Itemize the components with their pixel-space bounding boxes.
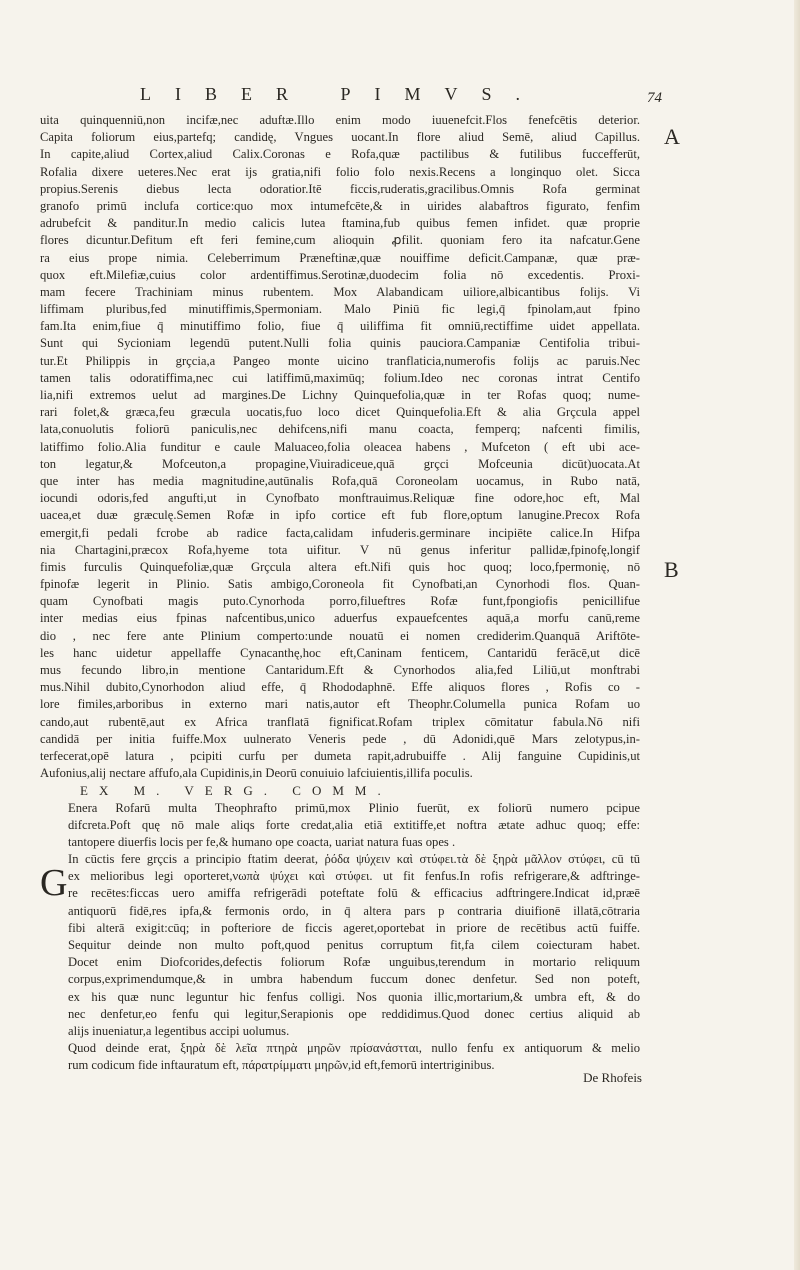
commentary-line: Quod deinde erat, ξηρὰ δὲ λεῖα πτηρὰ μηρῶν πρίσανάστται, nullo fenfu ex antiquorum & melio [68,1041,640,1056]
text-line: lata,conuolutis foliorū paniculis,nec dehifcens,nifi manu coacta, femperq; nafcenti fimilis, [40,422,640,437]
commentary-line: tantopere diuerfis locis per fe,& humano ope coacta, uariat natura fuas opes . [68,834,456,849]
text-line: emergit,fi pedali fcrobe ab radice facta,calidam infuderis.germinare incipiēte calice.In Hifpa [40,525,640,540]
commentary-line: fibi alterā exigit:cūq; in pofteriore de ficcis ageret,oportebat in priore de recētibus actū fuiffe. [68,920,640,935]
text-line: uita quinquenniū,non incifæ,nec aduftæ.Illo enim modo iuuenefcit.Flos fenefcētis deterior. [40,113,640,127]
commentary-text-block [40,800,640,1075]
text-line: adrubefcit & panditur.In medio calicis lutea ftamina,fub quibus femen infidet. quæ proprie [40,216,640,231]
margin-marker-b: B [664,557,679,582]
commentary-line: nec denfetur,eo fenfu qui legitur,Serapionis ope reddidimus.Quod donec certius aliquid ab [68,1006,640,1021]
drop-capital: G [40,862,68,904]
text-body [40,112,640,1075]
commentary-line: antiquorū fidē,res ipfa,& fermonis ordo, in q̄ altera pars p contraria diuifionē illatā,cōtraria [68,903,640,918]
commentary-line: difcreta.Poft quę nō male aliqs forte credat,alia etiā extitiffe,et noftra ætate adhuc quoq; effe: [68,817,640,832]
commentary-line: alijs inueniatur,a legentibus accipi uolumus. [68,1023,290,1038]
text-line: mus fecundo libro,in mentione Cantaridum.Eft & Cynorhodos alia,fed Liliū,ut monftrabi [40,663,640,677]
text-line: candidā per initia fuiffe.Mox uulnerato Veneris pede , dū Adonidi,quē Mars zelotypus,in- [40,731,640,746]
text-line: mam fecere Trachiniam minus rubentem. Mox Alabandicam uiliore,albicantibus folijs. Vi [40,284,640,299]
commentary-line: ex melioribus legi oporteret,νωπὰ ψύχει καὶ στύφει. ut fit fenfus.In rofis refrigerare,& adftringe- [68,869,640,884]
text-line: Aufonius,alij nectare affufo,ala Cupidinis,in Deorū conuiuio lafciuientis,illifa poculis. [40,766,473,781]
text-line: ra eius prope nimia. Celeberrimum Præneftinæ,quæ nouiffime deficit.Campanæ, quæ præ- [40,250,640,265]
text-line: granofo primū inclufa cortice:quo mox intumefcēte,& in uirides alabaftros figurato, fenfim [40,198,640,213]
running-title: LIBER PIMVS. [140,84,545,104]
page-edge [794,0,800,1270]
text-line: fpinofæ legerit in Plinio. Satis ambigo,Coroneola fit Cynofbati,an Cynorhodi flos. Quan- [40,577,640,592]
text-line: les hanc uidetur appellaffe Cynacanthę,hoc eft,Caninam fenticem, Cantaridū ferācē,ut dicē [40,645,640,660]
text-line: inter medias eius fpinas nafcentibus,unico aduerfus expauefcentes aquā,a morfu canū,reme [40,611,640,626]
text-line: tamen talis odoratiffima,nec cui latiffimū,maximūq; folium.Ideo nec coronas intrat Centifo [40,370,640,385]
commentary-line: corpus,exprimendumque,& in umbra habendum fuccum donec denfetur. Sed non poteft, [68,972,640,987]
text-line: quox eft.Milefiæ,cuius color ardentiffimus.Serotinæ,duodecim folia nō excedentis. Proxi- [40,267,640,282]
catchword: De Rhofeis [583,1070,642,1085]
text-line: lore fimiles,arboribus in externo mari natis,autor eft Theophr.Columella punica Rofam uo [40,697,640,712]
text-line: quam Cynofbati magis puto.Cynorhoda porro,filueftres Rofæ funt,fpongiofis penicillifue [40,594,640,609]
text-line: lia,nifi extremos uelut ad margines.De Lichny Quinquefolia,quæ in ter Rofas quoq; nume- [40,388,640,402]
commentary-line: re recētes:ficcas uero amiffa refrigerādi poteftate folū & efficacius adftringere.Indicat id,præē [68,886,640,901]
text-line: que inter has media magnitudine,autūnalis Rofa,quā Coroneolam uocamus, in Rubo natā, [40,473,640,488]
text-line: propius.Serenis diebus lecta odoratior.Itē ficcis,ruderatis,gracilibus.Omnis Rofa germinat [40,181,640,196]
text-line: Capita foliorum eius,partefq; candidę, Vngues uocant.In flore aliud Semē, aliud Capillus. [40,130,640,145]
section-heading: EX M. VERG. COMM. [80,783,392,799]
text-line: In capite,aliud Cortex,aliud Calix.Coronas e Rofa,quæ pactilibus & futilibus fuccefferūt, [40,147,640,162]
text-line: ton legatur,& Mofceuton,a propagine,Viuiradiceue,quā grçci Mofceunia dicūt)uocata.At [40,456,640,471]
commentary-line: Docet enim Diofcorides,defectis foliorum Rofæ unguibus,terendum in mortario reliquum [68,955,640,970]
text-line: latiffimo folio.Alia funditur e caule Maluaceo,folia oleacea habens , Mufceton ( eft ubi ace- [40,439,640,454]
text-line: mus.Nihil dubito,Cynorhodon aliud effe, q̄ Rhododaphnē. Effe aliquos flores , Rofis co - [40,680,640,695]
commentary-line: In cūctis fere grçcis a principio ftatim deerat, ῥόδα ψύχειν καὶ στύφει.τὰ δὲ ξηρὰ μᾶλλον στύφει, cū tū [68,852,640,867]
main-text-block [40,112,640,782]
text-line: dio , nec fere ante Plinium comperto:unde nouatū ei nomen crediderim.Quanquā Ariftōte- [40,628,640,643]
text-line: fam.Ita enim,fiue q̄ minutiffimo folio, fiue q̄ uiliffima fit omniū,rectiffime uidet appellata. [40,319,640,334]
commentary-line: Sequitur deinde non multo poft,quod penitus corruptum fit,fa cilem coiecturam habet. [68,938,640,952]
text-line: flores dicuntur.Defitum eft feri femine,cum alioquin ꝓfilit. quoniam fero ita nafcatur.Gene [40,233,640,248]
text-line: iocundi odoris,fed angufti,ut in Cynofbato monftrauimus.Reliquæ fine odore,hoc eft, Mal [40,491,640,506]
margin-marker-a: A [664,124,680,149]
text-line: tur.Et Philippis in grçcia,a Pangeo monte uicino tranflaticia,numerofis folijs ac paruis.Nec [40,353,640,368]
text-line: liffimam pluribus,fed minutiffimis,Spermoniam. Malo Piniū fic legi,q̄ fpinolam,aut fpino [40,302,640,317]
commentary-line: ex his quæ nunc leguntur hic fenfus colligi. Nos quonia illic,mortarium,& umbra eft, & do [68,989,640,1004]
text-line: terfecerat,opē latura , pcipiti curfu per dumeta rapit,adrubuiffe . Alij fanguine Cupidinis,ut [40,748,640,763]
text-line: uacea,et duæ græculę.Semen Rofæ in ipfo cortice eft fub flore,optum lanugine.Precox Rofa [40,508,640,523]
running-header [140,84,660,114]
text-line: Sunt qui Sycioniam legendū putent.Nulli folia quinis pauciora.Campaniæ Centifolia tribui- [40,336,640,351]
text-line: nia Chartagini,præcox Rofa,hyeme tota uifitur. V nū genus inferitur pallidæ,fpinofę,longif [40,542,640,557]
page-number: 74 [647,90,662,106]
text-line: cando,aut rubentē,aut ex Africa tranflatā fignificat.Rofam triplex cōmitatur fabula.Nō nifi [40,714,640,729]
commentary-line: rum codicum fide inftauratum eft, πάρατρίμματι μηρῶν,id eft,femorū intertriginibus. [68,1058,495,1073]
commentary-line: Enera Rofarū multa Theophrafto primū,mox Plinio fuerūt, ex foliorū numero pcipue [68,800,640,815]
text-line: rari folet,& græca,feu græcula uocatis,fuo loco dicet Quinquefolia.Eft & alia Grçcula appel [40,405,640,420]
text-line: Rofalia dixere ueteres.Nec erat ijs gratia,nifi folio folo nexis.Recens a longinquo olet. Sicca [40,164,640,179]
text-line: fimis furculis Quinquefoliæ,quæ Grçcula altera eft.Nifi quis hoc quoq; loco,fpermonię, nō [40,559,640,574]
